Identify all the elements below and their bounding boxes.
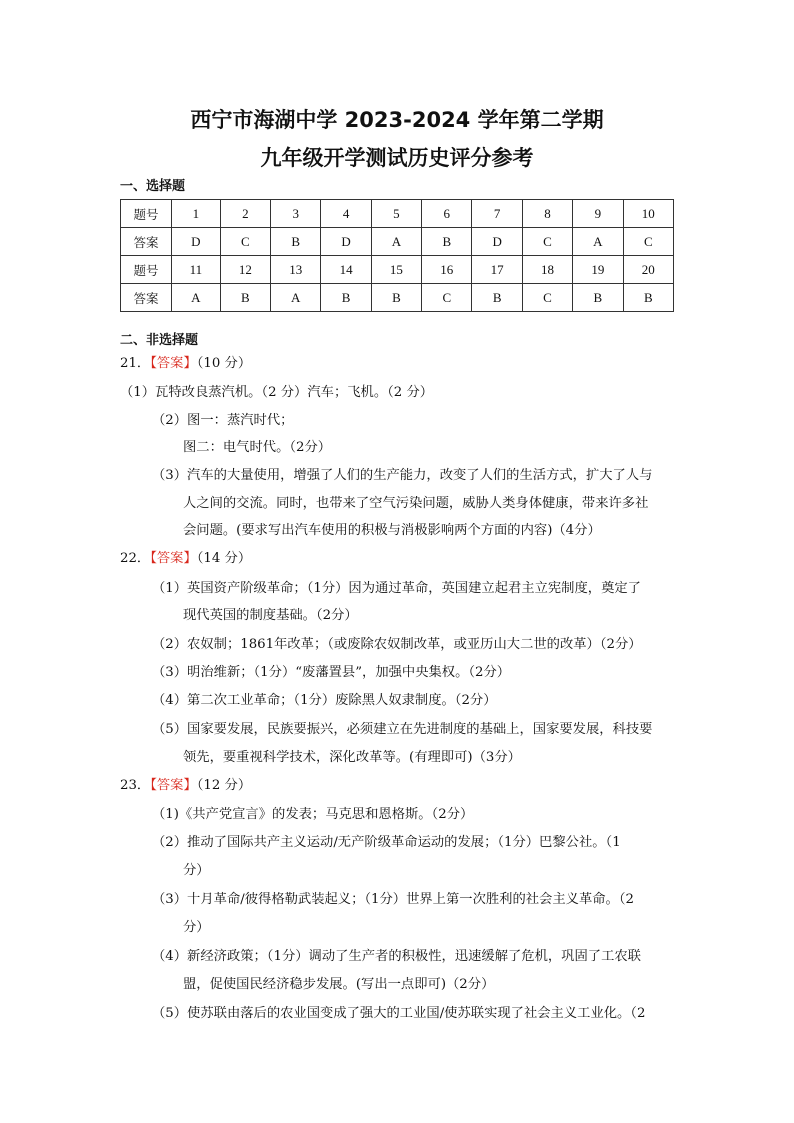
q21-line-4: （3）汽车的大量使用，增强了人们的生产能力，改变了人们的生活方式，扩大了人与 [152, 468, 653, 483]
answer-table-cell: A [573, 228, 623, 256]
answer-table-cell: 19 [573, 256, 623, 284]
answer-table-cell: 16 [422, 256, 472, 284]
q22-header [120, 550, 251, 568]
q21-line-3: 图二：电气时代。（2分） [183, 440, 332, 455]
answer-table-row [121, 256, 674, 284]
q22-line-4: （3）明治维新；（1分）“废藩置县”，加强中央集权。（2分） [152, 665, 511, 680]
title-line-1: 西宁市海湖中学 2023-2024 学年第二学期 [190, 108, 604, 132]
answer-table-cell: B [623, 284, 673, 312]
answer-table-cell: 11 [172, 256, 221, 284]
q22-number: 22． [120, 551, 151, 566]
q21-header [120, 355, 251, 373]
section-2-heading: 二、非选择题 [120, 333, 199, 348]
answer-table-cell: D [172, 228, 221, 256]
answer-table-cell: C [623, 228, 673, 256]
answer-table-cell: C [522, 228, 572, 256]
answer-table-cell: B [321, 284, 371, 312]
q22-line-1: （1）英国资产阶级革命；（1分）因为通过革命，英国建立起君主立宪制度，奠定了 [152, 581, 641, 596]
q21-line-2: （2）图一：蒸汽时代； [152, 413, 294, 428]
q21-number: 21． [120, 356, 151, 371]
q23-line-6: （4）新经济政策；（1分）调动了生产者的积极性，迅速缓解了危机，巩固了工农联 [152, 949, 641, 964]
answer-table-cell: 3 [271, 200, 321, 228]
answer-table [120, 199, 674, 312]
q23-line-3: 分） [183, 863, 210, 878]
q22-score: （14 分） [196, 551, 252, 566]
q23-line-2: （2）推动了国际共产主义运动/无产阶级革命运动的发展；（1分）巴黎公社。（1 [152, 835, 621, 850]
answer-table-cell: 18 [522, 256, 572, 284]
answer-table-cell: 2 [220, 200, 270, 228]
title-line-2: 九年级开学测试历史评分参考 [260, 146, 534, 170]
q23-score: （12 分） [196, 778, 252, 793]
answer-table-cell: B [472, 284, 522, 312]
answer-table-row [121, 228, 674, 256]
answer-table-cell: 6 [422, 200, 472, 228]
answer-table-cell: B [371, 284, 421, 312]
q21-line-1: （1）瓦特改良蒸汽机。（2 分）汽车；飞机。（2 分） [120, 385, 434, 400]
q22-answer-tag: 【答案】 [150, 551, 197, 566]
q21-line-5: 人之间的交流。同时，也带来了空气污染问题，威胁人类身体健康，带来许多社 [183, 496, 649, 511]
answer-table-cell: 13 [271, 256, 321, 284]
answer-table-cell: 9 [573, 200, 623, 228]
q21-answer-tag: 【答案】 [150, 356, 197, 371]
q22-line-7: 领先，要重视科学技术，深化改革等。(有理即可)（3分） [183, 750, 521, 765]
answer-table-cell: 4 [321, 200, 371, 228]
section-1-heading: 一、选择题 [120, 179, 186, 194]
answer-table-cell: C [522, 284, 572, 312]
answer-table-cell: B [220, 284, 270, 312]
answer-table-cell: C [220, 228, 270, 256]
answer-table-cell: D [321, 228, 371, 256]
answer-table-row-header: 答案 [121, 284, 172, 312]
answer-table-cell: 12 [220, 256, 270, 284]
answer-table-cell: B [271, 228, 321, 256]
answer-table-cell: D [472, 228, 522, 256]
answer-table-cell: 15 [371, 256, 421, 284]
answer-table-cell: 10 [623, 200, 673, 228]
answer-table-cell: A [271, 284, 321, 312]
answer-table-cell: B [573, 284, 623, 312]
q22-line-3: （2）农奴制；1861年改革；（或废除农奴制改革，或亚历山大二世的改革）（2分） [152, 637, 642, 652]
answer-table-row-header: 答案 [121, 228, 172, 256]
answer-table-cell: 20 [623, 256, 673, 284]
q23-line-8: （5）使苏联由落后的农业国变成了强大的工业国/使苏联实现了社会主义工业化。（2 [152, 1006, 646, 1021]
q23-line-4: （3）十月革命/彼得格勒武装起义；（1分）世界上第一次胜利的社会主义革命。（2 [152, 892, 634, 907]
answer-table-row [121, 200, 674, 228]
q21-line-6: 会问题。(要求写出汽车使用的积极与消极影响两个方面的内容)（4分） [183, 523, 601, 538]
q23-line-7: 盟，促使国民经济稳步发展。(写出一点即可)（2分） [183, 977, 495, 992]
q23-answer-tag: 【答案】 [150, 778, 197, 793]
q23-header [120, 777, 251, 795]
answer-table-row [121, 284, 674, 312]
answer-table-cell: 5 [371, 200, 421, 228]
answer-table-cell: 7 [472, 200, 522, 228]
answer-table-cell: 8 [522, 200, 572, 228]
q23-line-1: （1)《共产党宣言》的发表；马克思和恩格斯。（2分） [152, 807, 474, 822]
answer-table-cell: A [371, 228, 421, 256]
q22-line-5: （4）第二次工业革命；（1分）废除黑人奴隶制度。（2分） [152, 693, 497, 708]
answer-table-cell: 17 [472, 256, 522, 284]
answer-table-cell: B [422, 228, 472, 256]
answer-table-cell: 14 [321, 256, 371, 284]
q23-line-5: 分） [183, 920, 210, 935]
answer-table-row-header: 题号 [121, 256, 172, 284]
answer-table-cell: C [422, 284, 472, 312]
q21-score: （10 分） [196, 356, 252, 371]
answer-table-cell: 1 [172, 200, 221, 228]
q23-number: 23． [120, 778, 151, 793]
answer-table-cell: A [172, 284, 221, 312]
q22-line-6: （5）国家要发展，民族要振兴，必须建立在先进制度的基础上，国家要发展，科技要 [152, 722, 653, 737]
answer-table-row-header: 题号 [121, 200, 172, 228]
q22-line-2: 现代英国的制度基础。（2分） [183, 608, 358, 623]
